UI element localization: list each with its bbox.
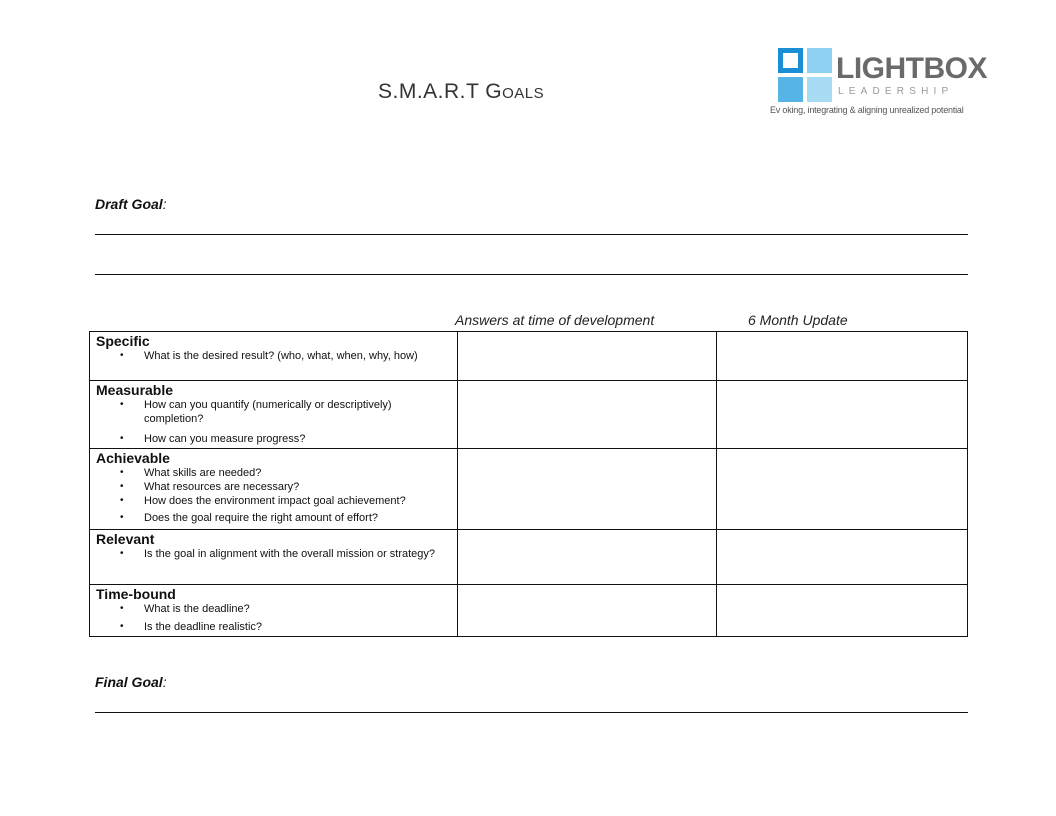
question-item: • How can you measure progress?	[96, 432, 451, 446]
table-row-specific	[90, 332, 968, 381]
criterion-cell	[90, 530, 458, 585]
criterion-cell	[90, 449, 458, 530]
page-title	[378, 80, 544, 104]
draft-goal-label	[95, 196, 167, 212]
column-header-answers: Answers at time of development	[455, 312, 655, 328]
final-goal-label	[95, 674, 167, 690]
criterion-title: Achievable	[96, 450, 170, 466]
smart-goals-table	[89, 331, 968, 637]
update-cell[interactable]	[717, 381, 968, 449]
column-header-update: 6 Month Update	[748, 312, 848, 328]
criterion-cell	[90, 381, 458, 449]
table-row-time-bound	[90, 585, 968, 637]
criterion-title: Time-bound	[96, 586, 176, 602]
question-list	[96, 547, 451, 561]
answer-cell[interactable]	[458, 585, 717, 637]
question-item: • How can you quantify (numerically or descriptively) completion?	[96, 398, 451, 426]
criterion-cell	[90, 332, 458, 381]
table-row-relevant	[90, 530, 968, 585]
question-item: • What is the desired result? (who, what, when, why, how)	[96, 349, 451, 363]
logo-squares-icon	[778, 48, 832, 102]
draft-goal-line-2[interactable]	[95, 274, 968, 275]
question-item: • How does the environment impact goal achievement?	[96, 494, 451, 508]
update-cell[interactable]	[717, 585, 968, 637]
final-goal-line[interactable]	[95, 712, 968, 713]
question-list	[96, 602, 451, 634]
final-goal-colon: :	[162, 674, 167, 690]
criterion-title: Relevant	[96, 531, 155, 547]
answer-cell[interactable]	[458, 381, 717, 449]
logo-subtitle: LEADERSHIP	[838, 86, 954, 97]
answer-cell[interactable]	[458, 530, 717, 585]
logo-name: LIGHTBOX	[836, 52, 987, 85]
page-title-first: S.M.A.R.T	[378, 80, 486, 103]
criterion-title: Measurable	[96, 382, 174, 398]
final-goal-text: Final Goal	[95, 674, 163, 690]
question-item: • What is the deadline?	[96, 602, 451, 616]
answer-cell[interactable]	[458, 332, 717, 381]
question-list	[96, 349, 451, 363]
update-cell[interactable]	[717, 530, 968, 585]
draft-goal-line-1[interactable]	[95, 234, 968, 235]
update-cell[interactable]	[717, 449, 968, 530]
question-list	[96, 466, 451, 525]
logo-tagline: Ev oking, integrating & aligning unrealized potential	[770, 105, 964, 115]
answer-cell[interactable]	[458, 449, 717, 530]
draft-goal-text: Draft Goal	[95, 196, 163, 212]
draft-goal-colon: :	[162, 196, 167, 212]
question-item: • Is the deadline realistic?	[96, 620, 451, 634]
question-item: • Is the goal in alignment with the overall mission or strategy?	[96, 547, 451, 561]
question-item: • What skills are needed?	[96, 466, 451, 480]
question-item: • What resources are necessary?	[96, 480, 451, 494]
table-row-measurable	[90, 381, 968, 449]
update-cell[interactable]	[717, 332, 968, 381]
question-item: • Does the goal require the right amount of effort?	[96, 511, 451, 525]
criterion-cell	[90, 585, 458, 637]
page-title-second: Goals	[485, 80, 545, 103]
question-list	[96, 398, 451, 446]
table-row-achievable	[90, 449, 968, 530]
criterion-title: Specific	[96, 333, 150, 349]
